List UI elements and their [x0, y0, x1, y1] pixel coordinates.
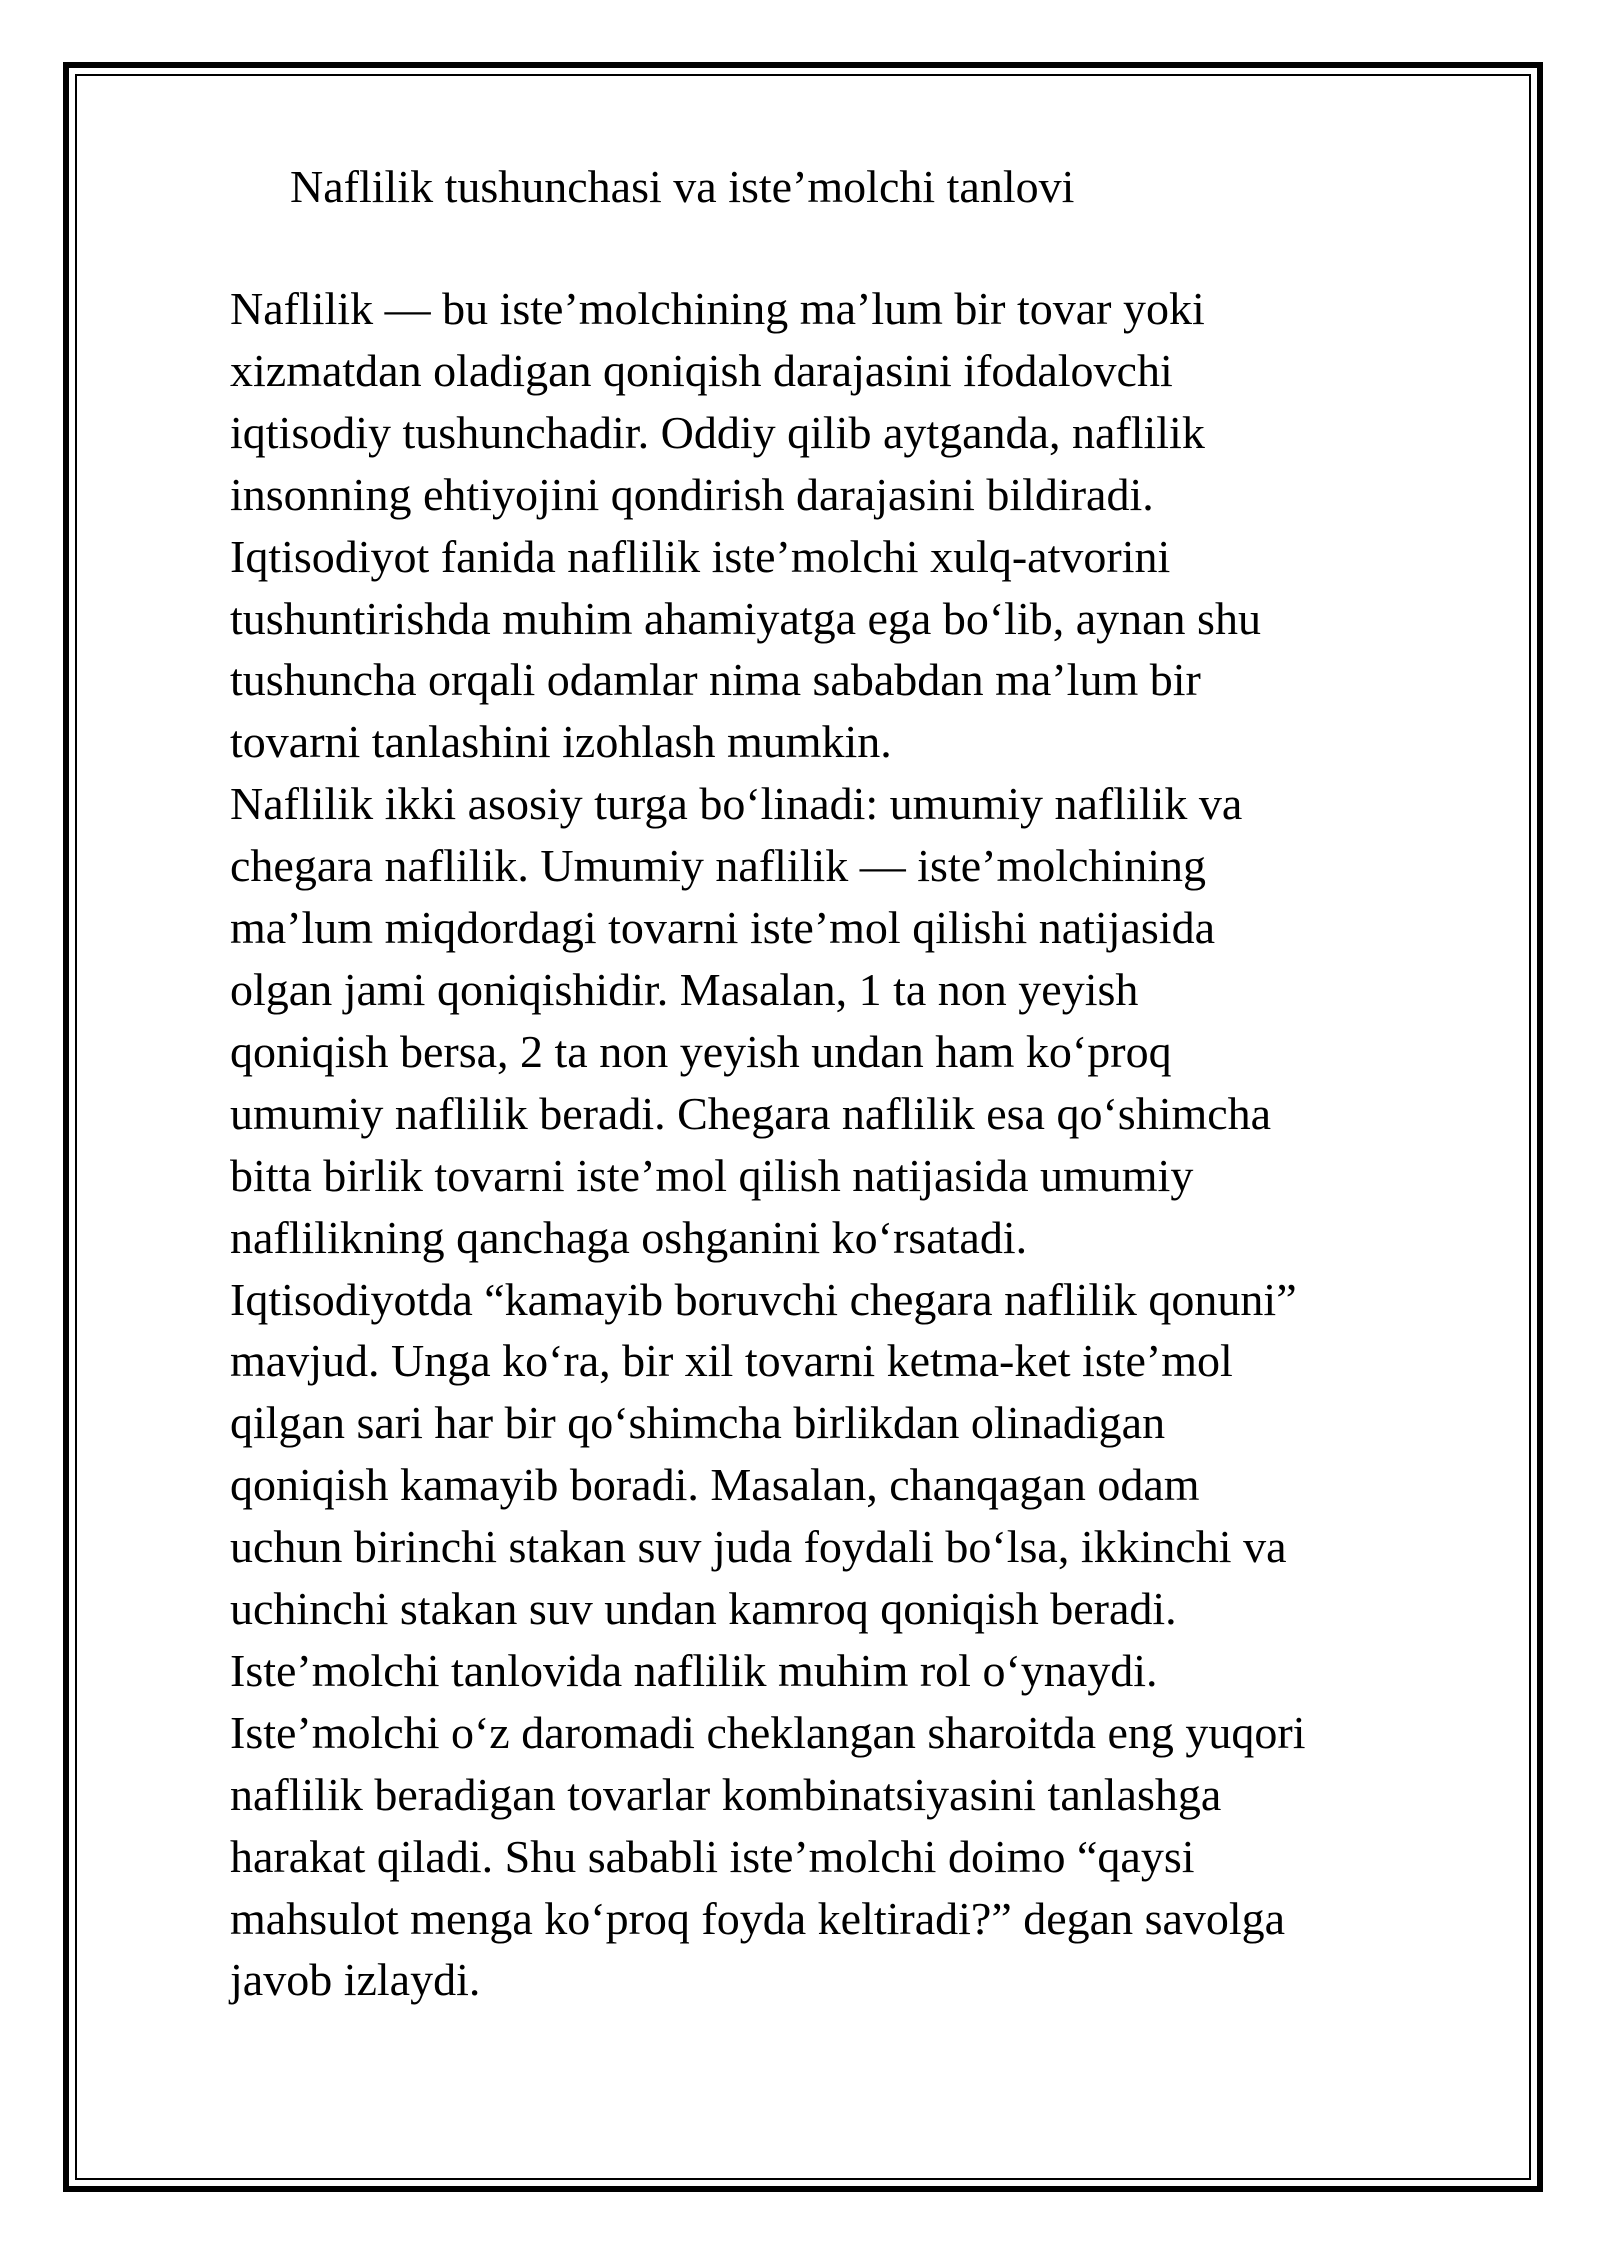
text-line: iqtisodiy tushunchadir. Oddiy qilib aytganda, naflilik	[230, 406, 1205, 458]
text-line: uchinchi stakan suv undan kamroq qoniqish beradi.	[230, 1583, 1177, 1635]
document-body	[230, 278, 1530, 2011]
text-line: tushuncha orqali odamlar nima sababdan ma’lum bir	[230, 654, 1201, 706]
text-line: mahsulot menga ko‘proq foyda keltiradi?” degan savolga	[230, 1892, 1286, 1944]
paragraph-types	[230, 773, 1530, 1268]
text-line: tovarni tanlashini izohlash mumkin.	[230, 716, 892, 768]
text-line: bitta birlik tovarni iste’mol qilish natijasida umumiy	[230, 1149, 1194, 1201]
paragraph-diminishing-law	[230, 1269, 1530, 1640]
text-line: Naflilik — bu iste’molchining ma’lum bir tovar yoki	[230, 283, 1205, 334]
text-line: harakat qiladi. Shu sababli iste’molchi doimo “qaysi	[230, 1830, 1195, 1882]
text-line: olgan jami qoniqishidir. Masalan, 1 ta non yeyish	[230, 963, 1139, 1015]
text-line: mavjud. Unga ko‘ra, bir xil tovarni ketma-ket iste’mol	[230, 1335, 1233, 1387]
paragraph-definition	[230, 278, 1530, 773]
text-line: naflilikning qanchaga oshganini ko‘rsatadi.	[230, 1211, 1028, 1263]
text-line: umumiy naflilik beradi. Chegara naflilik esa qo‘shimcha	[230, 1087, 1272, 1139]
text-line: uchun birinchi stakan suv juda foydali bo‘lsa, ikkinchi va	[230, 1521, 1287, 1573]
text-line: ma’lum miqdordagi tovarni iste’mol qilishi natijasida	[230, 902, 1216, 954]
text-line: qilgan sari har bir qo‘shimcha birlikdan olinadigan	[230, 1397, 1166, 1449]
text-line: Iste’molchi tanlovida naflilik muhim rol o‘ynaydi.	[230, 1644, 1158, 1696]
text-line: qoniqish kamayib boradi. Masalan, chanqagan odam	[230, 1459, 1200, 1511]
paragraph-consumer-choice	[230, 1640, 1530, 2011]
text-line: Iqtisodiyot fanida naflilik iste’molchi xulq-atvorini	[230, 530, 1171, 582]
document-title: Naflilik tushunchasi va iste’molchi tanlovi	[290, 161, 1075, 212]
text-line: insonning ehtiyojini qondirish darajasini bildiradi.	[230, 468, 1154, 520]
text-line: qoniqish bersa, 2 ta non yeyish undan ham ko‘proq	[230, 1025, 1172, 1077]
text-line: tushuntirishda muhim ahamiyatga ega bo‘lib, aynan shu	[230, 592, 1261, 644]
text-line: Naflilik ikki asosiy turga bo‘linadi: umumiy naflilik va	[230, 778, 1243, 830]
text-line: xizmatdan oladigan qoniqish darajasini ifodalovchi	[230, 344, 1173, 396]
text-line: javob izlaydi.	[230, 1954, 481, 2006]
text-line: chegara naflilik. Umumiy naflilik — iste’molchining	[230, 840, 1206, 892]
text-line: naflilik beradigan tovarlar kombinatsiyasini tanlashga	[230, 1768, 1222, 1820]
text-line: Iste’molchi o‘z daromadi cheklangan sharoitda eng yuqori	[230, 1706, 1306, 1758]
text-line: Iqtisodiyotda “kamayib boruvchi chegara naflilik qonuni”	[230, 1273, 1297, 1325]
